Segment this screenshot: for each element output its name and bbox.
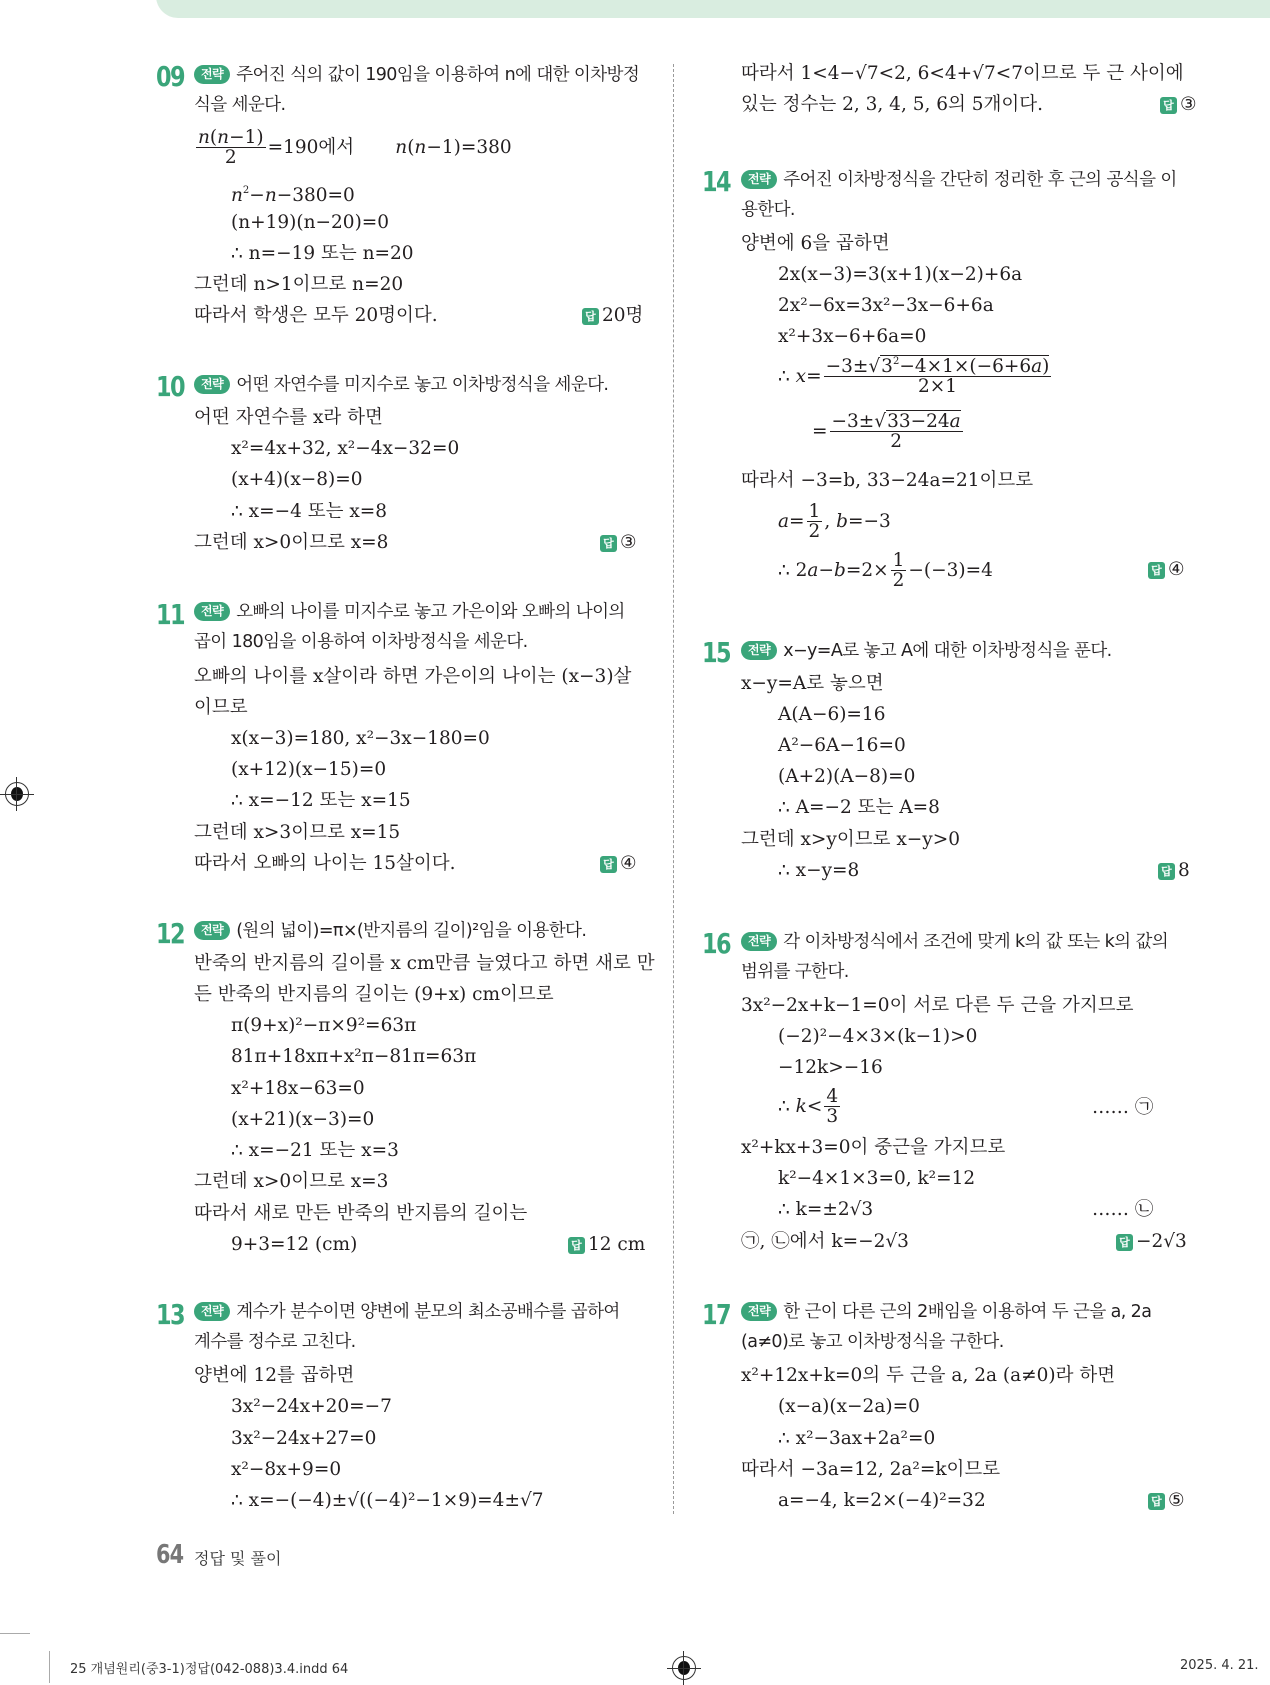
strategy-badge: 전략: [194, 375, 230, 394]
math-line: ∴ k< $\frac{4}{3}$: [778, 1086, 839, 1128]
strategy-line: 전략 계수가 분수이면 양변에 분모의 최소공배수를 곱하여: [194, 1297, 620, 1328]
math-line: 따라서 새로 만든 반죽의 반지름의 길이는: [194, 1203, 528, 1224]
registration-mark-icon: [5, 782, 29, 806]
strategy-line: 전략 주어진 이차방정식을 간단히 정리한 후 근의 공식을 이: [741, 165, 1177, 196]
math-line: 그런데 n>1이므로 n=20: [194, 274, 404, 295]
math-line: (x+12)(x−15)=0: [231, 759, 387, 780]
answer-icon: 답: [1148, 562, 1165, 579]
math-line: 오빠의 나이를 x살이라 하면 가은이의 나이는 (x−3)살: [194, 666, 632, 687]
answer-icon: 답: [1148, 1493, 1165, 1510]
problem-number: 17: [702, 1298, 730, 1331]
problem-number: 16: [702, 927, 730, 960]
strategy-badge: 전략: [194, 921, 230, 940]
math-line: ∴ x=−12 또는 x=15: [231, 790, 411, 811]
answer: 답 ③: [1160, 89, 1197, 120]
math-line: 양변에 12를 곱하면: [194, 1365, 355, 1386]
answer: 답 8: [1158, 855, 1190, 886]
math-line: x²−8x+9=0: [231, 1459, 342, 1480]
answer: 답 ④: [600, 848, 637, 879]
math-line: x²+3x−6+6a=0: [778, 326, 927, 347]
math-line: ∴ x=−21 또는 x=3: [231, 1140, 399, 1161]
math-line: ∴ A=−2 또는 A=8: [778, 797, 940, 818]
math-line: x²+18x−63=0: [231, 1078, 365, 1099]
page-number: 64: [156, 1540, 184, 1570]
math-line: 9+3=12 (cm): [231, 1234, 358, 1255]
math-line: (x+4)(x−8)=0: [231, 469, 363, 490]
math-line: 2x(x−3)=3(x+1)(x−2)+6a: [778, 264, 1023, 285]
answer-icon: 답: [600, 856, 617, 873]
column-divider: [673, 64, 674, 1514]
math-line: a= $\frac{1}{2}$ , b=−3: [778, 501, 891, 543]
strategy-line: 전략 (원의 넓이)=π×(반지름의 길이)²임을 이용한다.: [194, 916, 586, 947]
math-line: ∴ x=−(−4)±√((−4)²−1×9)=4±√7: [231, 1490, 544, 1511]
strategy-line: 전략 한 근이 다른 근의 2배임을 이용하여 두 근을 a, 2a: [741, 1297, 1151, 1328]
strategy-line: (a≠0)로 놓고 이차방정식을 구한다.: [741, 1332, 1004, 1352]
math-line: 따라서 −3a=12, 2a²=k이므로: [741, 1459, 1001, 1480]
marker-2: …… ㉡: [1092, 1199, 1154, 1220]
math-line: ∴ k=±2√3: [778, 1199, 874, 1220]
strategy-line: 전략 주어진 식의 값이 190임을 이용하여 n에 대한 이차방정: [194, 60, 639, 91]
math-line: x²=4x+32, x²−4x−32=0: [231, 438, 460, 459]
math-line: 그런데 x>y이므로 x−y>0: [741, 829, 961, 850]
math-line: (x+21)(x−3)=0: [231, 1109, 375, 1130]
strategy-line: 계수를 정수로 고친다.: [194, 1332, 356, 1352]
math-line: = $\frac{-3\pm√33-24a}{2}$: [812, 411, 961, 453]
answer-icon: 답: [1160, 97, 1177, 114]
strategy-line: 전략 오빠의 나이를 미지수로 놓고 가은이와 오빠의 나이의: [194, 597, 625, 628]
math-line: x−y=A로 놓으면: [741, 673, 884, 694]
answer: 답 12 cm: [568, 1229, 645, 1260]
problem-number: 09: [156, 60, 184, 93]
problem-number: 15: [702, 636, 730, 669]
math-line: ∴ x= $\frac{-3\pm√3^2-4\times 1\times(-6+6a)}{2\times 1}$: [778, 356, 1050, 398]
strategy-badge: 전략: [194, 1302, 230, 1321]
math-line: A²−6A−16=0: [778, 735, 906, 756]
math-line: −12k>−16: [778, 1057, 883, 1078]
answer: 답 ⑤: [1148, 1485, 1185, 1516]
answer-icon: 답: [568, 1237, 585, 1254]
math-line: ∴ n=−19 또는 n=20: [231, 243, 414, 264]
section-label: 정답 및 풀이: [194, 1549, 282, 1568]
math-line: k²−4×1×3=0, k²=12: [778, 1168, 976, 1189]
math-line: 3x²−24x+20=−7: [231, 1396, 392, 1417]
math-line: 그런데 x>0이므로 x=8: [194, 532, 389, 553]
problem-number: 14: [702, 165, 730, 198]
strategy-badge: 전략: [741, 932, 777, 951]
math-line: ∴ x=−4 또는 x=8: [231, 501, 388, 522]
problem-number: 12: [156, 917, 184, 950]
math-line: 3x²−2x+k−1=0이 서로 다른 두 근을 가지므로: [741, 995, 1134, 1016]
math-line: 그런데 x>0이므로 x=3: [194, 1171, 389, 1192]
math-line: (x−a)(x−2a)=0: [778, 1396, 920, 1417]
strategy-line: 전략 어떤 자연수를 미지수로 놓고 이차방정식을 세운다.: [194, 370, 608, 401]
math-line: 3x²−24x+27=0: [231, 1428, 377, 1449]
math-line: 2x²−6x=3x²−3x−6+6a: [778, 295, 994, 316]
crop-mark: [0, 1633, 30, 1634]
math-line: ㉠, ㉡에서 k=−2√3: [741, 1231, 909, 1252]
math-line: ∴ x²−3ax+2a²=0: [778, 1428, 936, 1449]
strategy-badge: 전략: [741, 641, 777, 660]
math-line: x(x−3)=180, x²−3x−180=0: [231, 728, 490, 749]
math-line: $\frac{n(n-1)}{2}$ =190에서 n(n−1)=380: [198, 127, 512, 169]
problem-number: 13: [156, 1298, 184, 1331]
math-line: A(A−6)=16: [778, 704, 886, 725]
math-line: 81π+18xπ+x²π−81π=63π: [231, 1046, 477, 1067]
math-line: 든 반죽의 반지름의 길이는 (9+x) cm이므로: [194, 984, 554, 1005]
math-line: x²+12x+k=0의 두 근을 a, 2a (a≠0)라 하면: [741, 1365, 1116, 1386]
math-line: 그런데 x>3이므로 x=15: [194, 822, 401, 843]
answer-icon: 답: [1158, 863, 1175, 880]
math-line: (n+19)(n−20)=0: [231, 212, 390, 233]
math-line: 따라서 1<4−√7<2, 6<4+√7<7이므로 두 근 사이에: [741, 63, 1184, 84]
strategy-line: 범위를 구한다.: [741, 962, 849, 982]
marker-1: …… ㉠: [1092, 1097, 1154, 1118]
answer-icon: 답: [600, 535, 617, 552]
header-band: [156, 0, 1270, 18]
answer-icon: 답: [582, 308, 599, 325]
math-line: x²+kx+3=0이 중근을 가지므로: [741, 1137, 1006, 1158]
answer: 답 −2√3: [1116, 1226, 1187, 1257]
math-line: 양변에 6을 곱하면: [741, 233, 890, 254]
strategy-badge: 전략: [194, 602, 230, 621]
math-line: ∴ x−y=8: [778, 860, 860, 881]
strategy-line: 전략 x−y=A로 놓고 A에 대한 이차방정식을 푼다.: [741, 636, 1112, 667]
registration-mark-icon: [672, 1656, 696, 1680]
slug-date: 2025. 4. 21.: [1180, 1658, 1259, 1673]
math-line: 따라서 −3=b, 33−24a=21이므로: [741, 470, 1034, 491]
strategy-line: 식을 세운다.: [194, 95, 286, 115]
math-line: 있는 정수는 2, 3, 4, 5, 6의 5개이다.: [741, 94, 1044, 115]
strategy-badge: 전략: [741, 1302, 777, 1321]
strategy-badge: 전략: [741, 170, 777, 189]
strategy-line: 용한다.: [741, 200, 795, 220]
math-line: $n^2-n-380=0$: [231, 185, 355, 206]
strategy-badge: 전략: [194, 65, 230, 84]
math-line: 따라서 오빠의 나이는 15살이다.: [194, 853, 456, 874]
slug-filename: 25 개념원리(중3-1)정답(042-088)3.4.indd 64: [70, 1662, 349, 1677]
problem-number: 10: [156, 370, 184, 403]
math-line: ∴ 2a−b=2× $\frac{1}{2}$ −(−3)=4: [778, 550, 993, 592]
math-line: (−2)²−4×3×(k−1)>0: [778, 1026, 978, 1047]
math-line: 반죽의 반지름의 길이를 x cm만큼 늘였다고 하면 새로 만: [194, 953, 655, 974]
math-line: (A+2)(A−8)=0: [778, 766, 916, 787]
answer: 답 ④: [1148, 554, 1185, 585]
problem-number: 11: [156, 598, 184, 631]
answer: 답 20명: [582, 300, 643, 331]
answer: 답 ③: [600, 527, 637, 558]
crop-mark: [49, 1651, 50, 1683]
strategy-line: 전략 각 이차방정식에서 조건에 맞게 k의 값 또는 k의 값의: [741, 927, 1168, 958]
math-line: 따라서 학생은 모두 20명이다.: [194, 305, 438, 326]
answer-icon: 답: [1116, 1234, 1133, 1251]
math-line: a=−4, k=2×(−4)²=32: [778, 1490, 986, 1511]
math-line: 이므로: [194, 697, 248, 718]
strategy-line: 곱이 180임을 이용하여 이차방정식을 세운다.: [194, 632, 528, 652]
math-line: 어떤 자연수를 x라 하면: [194, 407, 383, 428]
math-line: π(9+x)²−π×9²=63π: [231, 1015, 417, 1036]
